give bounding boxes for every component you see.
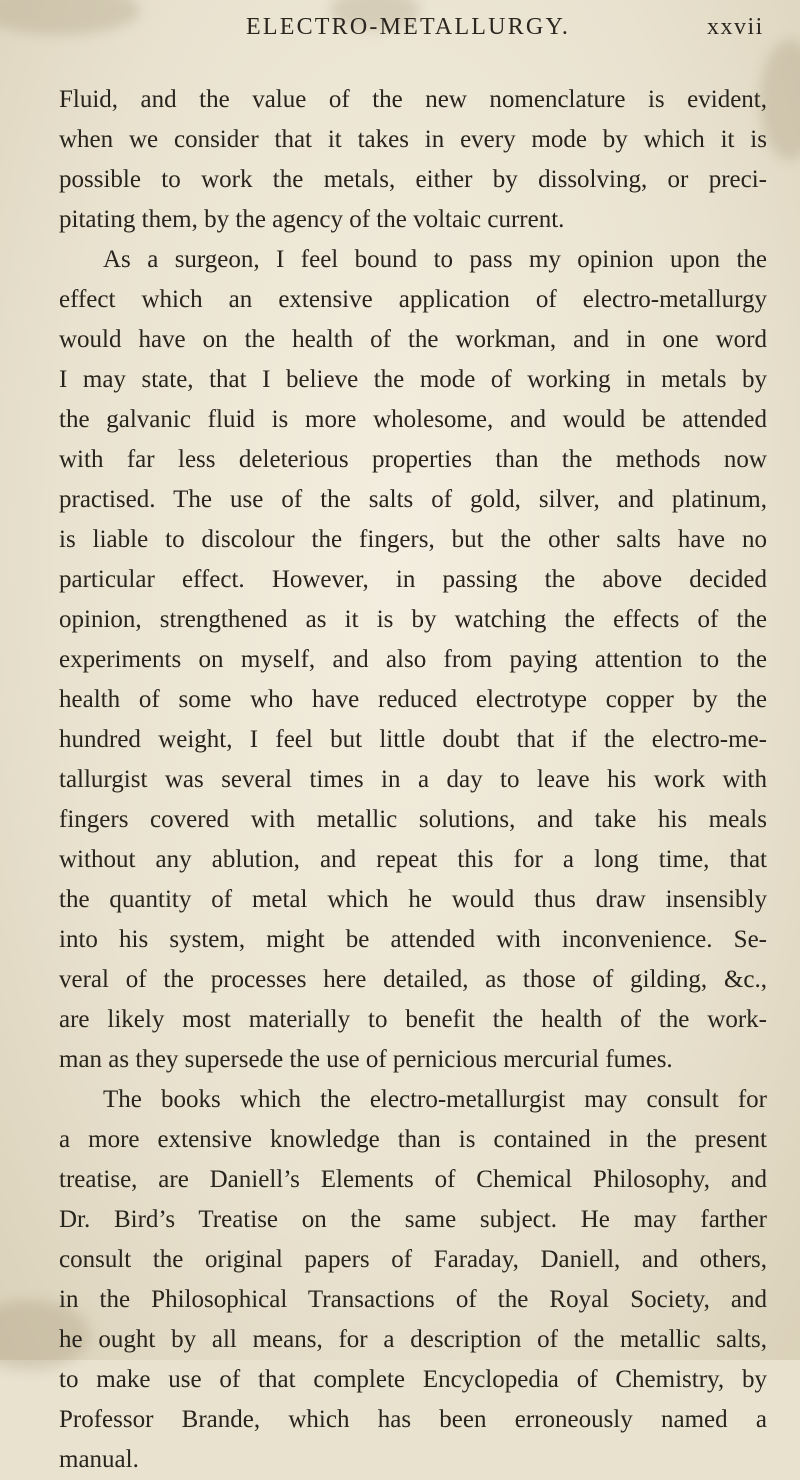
text-line: the quantity of metal which he would thus draw insensibly xyxy=(59,886,767,913)
text-line: practised. The use of the salts of gold, silver, and platinum, xyxy=(59,486,767,513)
text-line: treatise, are Daniell’s Elements of Chemical Philosophy, and xyxy=(59,1166,767,1193)
text-line: Fluid, and the value of the new nomenclature is evident, xyxy=(59,86,767,113)
running-head xyxy=(0,14,800,54)
text-line: tallurgist was several times in a day to leave his work with xyxy=(59,766,767,793)
text-line: without any ablution, and repeat this for a long time, that xyxy=(59,846,767,873)
text-line: opinion, strengthened as it is by watching the effects of the xyxy=(59,606,767,633)
text-line: possible to work the metals, either by dissolving, or preci- xyxy=(59,166,767,193)
text-line: pitating them, by the agency of the voltaic current. xyxy=(59,206,565,233)
text-line: effect which an extensive application of electro-metallurgy xyxy=(59,286,767,313)
text-line: experiments on myself, and also from paying attention to the xyxy=(59,646,767,673)
text-line: when we consider that it takes in every mode by which it is xyxy=(59,126,767,153)
text-line: are likely most materially to benefit the health of the work- xyxy=(59,1006,767,1033)
text-line: particular effect. However, in passing the above decided xyxy=(59,566,767,593)
text-line: man as they supersede the use of pernicious mercurial fumes. xyxy=(59,1046,673,1073)
text-line: the galvanic fluid is more wholesome, and would be attended xyxy=(59,406,767,433)
text-line: in the Philosophical Transactions of the Royal Society, and xyxy=(59,1286,767,1313)
text-line: I may state, that I believe the mode of working in metals by xyxy=(59,366,767,393)
text-line: is liable to discolour the fingers, but the other salts have no xyxy=(59,526,767,553)
text-line: fingers covered with metallic solutions, and take his meals xyxy=(59,806,767,833)
text-line: a more extensive knowledge than is contained in the present xyxy=(59,1126,767,1153)
text-line: he ought by all means, for a description of the metallic salts, xyxy=(59,1326,767,1353)
running-head-title: ELECTRO-METALLURGY. xyxy=(246,14,571,40)
body-text xyxy=(59,80,767,1480)
text-line: The books which the electro-metallurgist may consult for xyxy=(103,1086,767,1113)
text-line: consult the original papers of Faraday, Daniell, and others, xyxy=(59,1246,767,1273)
text-line: veral of the processes here detailed, as those of gilding, &c., xyxy=(59,966,767,993)
text-line: hundred weight, I feel but little doubt that if the electro-me- xyxy=(59,726,767,753)
text-line: would have on the health of the workman, and in one word xyxy=(59,326,767,353)
page-number: xxvii xyxy=(707,14,764,40)
text-line: with far less deleterious properties than the methods now xyxy=(59,446,767,473)
text-line: As a surgeon, I feel bound to pass my opinion upon the xyxy=(103,246,767,273)
text-line: into his system, might be attended with inconvenience. Se- xyxy=(59,926,767,953)
text-line: Professor Brande, which has been erroneously named a xyxy=(59,1406,767,1433)
text-line: to make use of that complete Encyclopedia of Chemistry, by xyxy=(59,1366,767,1393)
text-line: health of some who have reduced electrotype copper by the xyxy=(59,686,767,713)
text-line: manual. xyxy=(59,1446,139,1473)
text-line: Dr. Bird’s Treatise on the same subject. He may farther xyxy=(59,1206,767,1233)
